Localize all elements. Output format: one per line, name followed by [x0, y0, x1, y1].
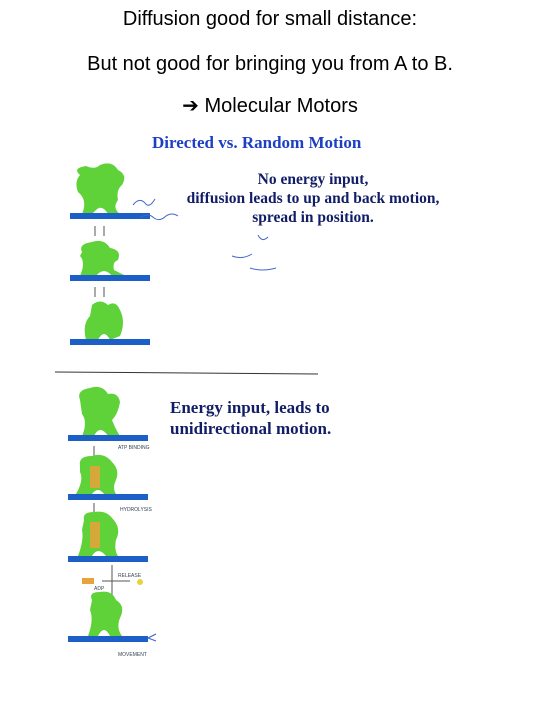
filament-2 — [70, 275, 150, 281]
panel-divider — [55, 372, 318, 374]
filament-1 — [70, 213, 150, 219]
random-motor-3 — [85, 302, 123, 341]
atp-binding-label: ATP BINDING — [118, 445, 150, 451]
directed-caption-line1: Energy input, leads to — [170, 398, 330, 417]
release-label: RELEASE — [118, 573, 142, 579]
directed-caption-line2: unidirectional motion. — [170, 419, 332, 438]
molecular-motors-label: Molecular Motors — [204, 95, 358, 117]
filament-3 — [70, 339, 150, 345]
random-caption-line2: diffusion leads to up and back motion, — [186, 190, 440, 207]
random-caption-line1: No energy input, — [257, 171, 369, 188]
adp-label: ADP — [94, 586, 105, 592]
directed-motor-4 — [88, 592, 122, 636]
filament-4 — [68, 435, 148, 441]
directed-motion-caption — [170, 397, 331, 439]
slide-heading-line2: But not good for bringing you from A to B. — [87, 53, 453, 75]
random-motor-2 — [80, 241, 126, 276]
random-motor-1 — [76, 163, 124, 214]
thick-right-arrow-icon: ➔ — [182, 95, 199, 117]
slide-heading-line1: Diffusion good for small distance: — [122, 8, 418, 30]
filament-5 — [68, 494, 148, 500]
random-motion-caption — [168, 170, 458, 227]
directed-motor-3 — [78, 512, 118, 556]
movement-label: MOVEMENT — [118, 652, 147, 658]
directed-motor-2 — [76, 455, 117, 494]
filament-6 — [68, 556, 148, 562]
filament-7 — [68, 636, 148, 642]
hydrolysis-label: HYDROLYSIS — [120, 507, 152, 513]
directed-motor-1 — [79, 387, 120, 436]
random-caption-line3: spread in position. — [252, 209, 374, 226]
figure-title: Directed vs. Random Motion — [152, 133, 362, 152]
